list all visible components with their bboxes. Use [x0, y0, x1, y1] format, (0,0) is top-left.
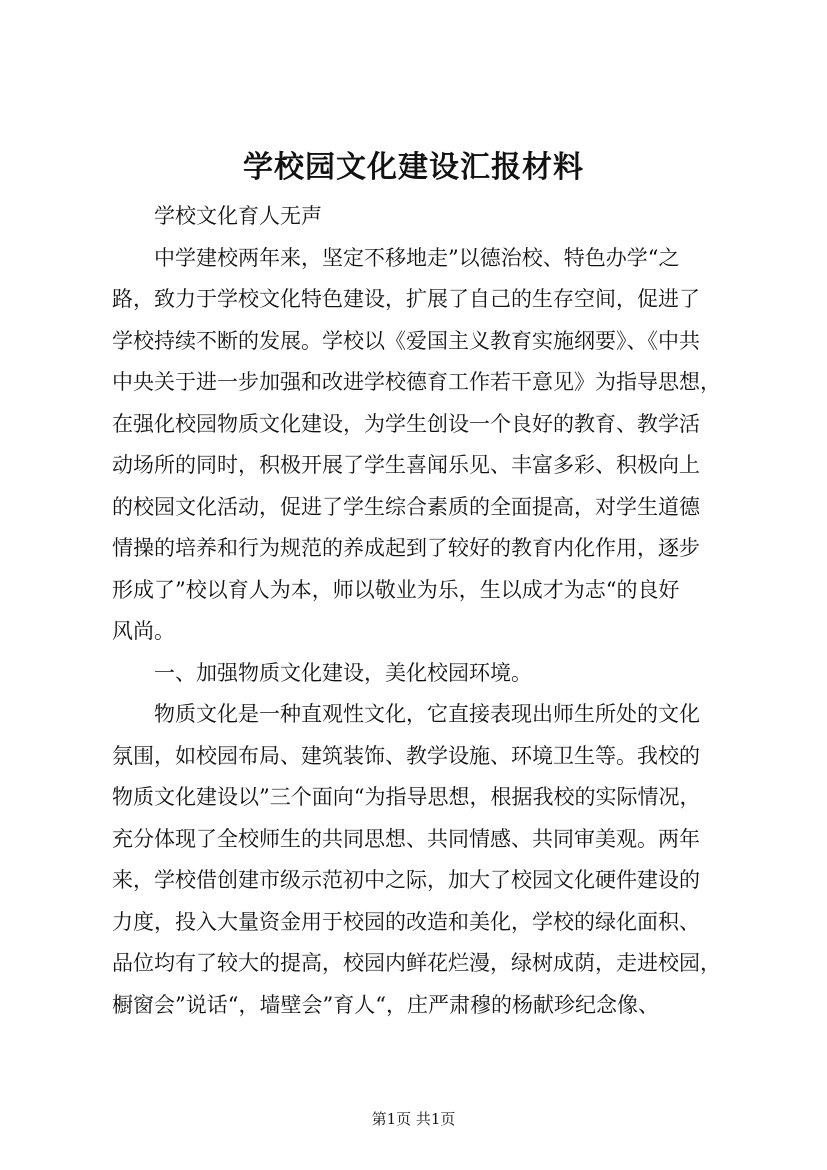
paragraph-line: 充分体现了全校师生的共同思想、共同情感、共同审美观。两年	[112, 826, 700, 851]
paragraph-line: 品位均有了较大的提高，校园内鲜花烂漫，绿树成荫，走进校园，	[112, 951, 721, 975]
subtitle-line: 学校文化育人无声	[154, 204, 322, 228]
paragraph-line: 在强化校园物质文化建设，为学生创设一个良好的教育、教学活	[112, 411, 700, 436]
document-title: 学校园文化建设汇报材料	[243, 150, 584, 185]
paragraph-line: 橱窗会”说话“，墙壁会”育人“，庄严肃穆的杨献珍纪念像、	[112, 992, 659, 1017]
paragraph-line: 情操的培养和行为规范的养成起到了较好的教育内化作用，逐步	[112, 536, 700, 560]
document-body	[112, 196, 732, 1026]
paragraph-line: 物质文化是一种直观性文化，它直接表现出师生所处的文化	[154, 702, 700, 726]
section-heading: 一、加强物质文化建设，美化校园环境。	[154, 660, 532, 685]
paragraph-line: 的校园文化活动，促进了学生综合素质的全面提高，对学生道德	[112, 494, 700, 519]
page-footer: 第1页 共1页	[371, 1110, 456, 1128]
paragraph-line: 来，学校借创建市级示范初中之际，加大了校园文化硬件建设的	[112, 868, 700, 892]
paragraph-line: 路，致力于学校文化特色建设，扩展了自己的生存空间，促进了	[112, 287, 700, 311]
paragraph-line: 学校持续不断的发展。学校以《爱国主义教育实施纲要》、《中共	[112, 328, 700, 353]
paragraph-line: 物质文化建设以”三个面向“为指导思想，根据我校的实际情况，	[112, 785, 701, 809]
paragraph-line: 力度，投入大量资金用于校园的改造和美化，学校的绿化面积、	[112, 909, 700, 934]
paragraph-line: 氛围，如校园布局、建筑装饰、教学设施、环境卫生等。我校的	[112, 743, 700, 768]
paragraph-line: 形成了”校以育人为本，师以敬业为乐，生以成才为志“的良好	[112, 577, 680, 602]
paragraph-line: 中央关于进一步加强和改进学校德育工作若干意见》为指导思想，	[112, 370, 721, 394]
paragraph-line: 动场所的同时，积极开展了学生喜闻乐见、丰富多彩、积极向上	[112, 453, 700, 477]
paragraph-line: 中学建校两年来，坚定不移地走”以德治校、特色办学“之	[154, 245, 680, 270]
paragraph-line: 风尚。	[112, 619, 175, 643]
